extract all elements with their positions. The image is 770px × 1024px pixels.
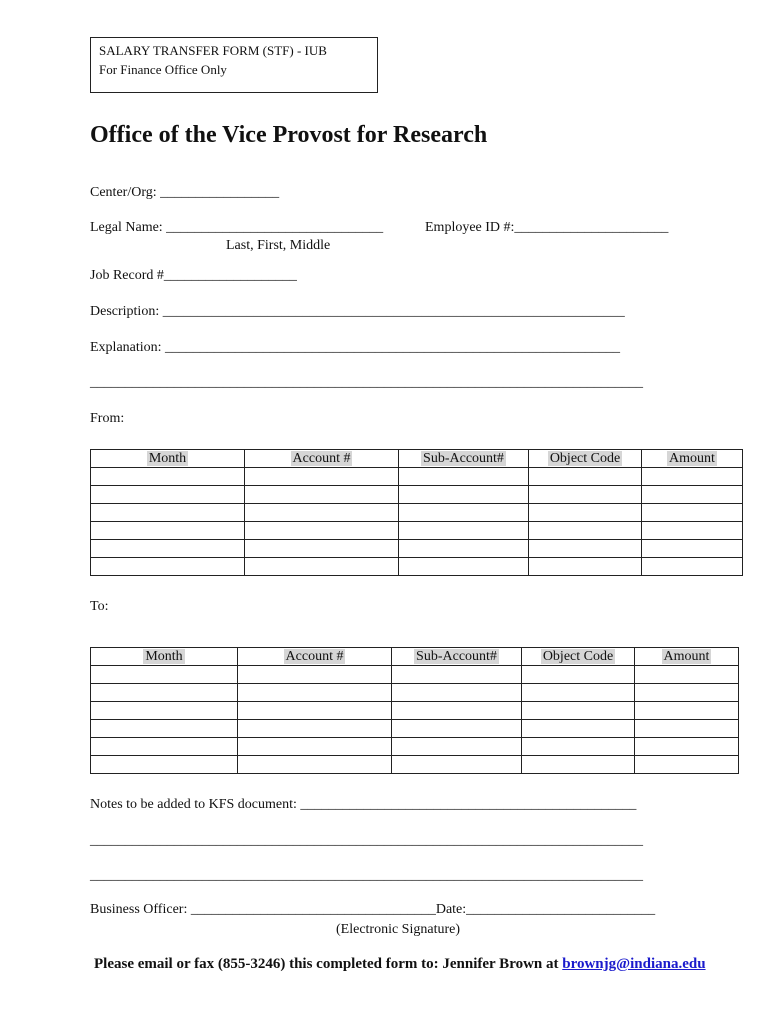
table-cell[interactable] [245,540,399,558]
table-cell[interactable] [91,522,245,540]
finance-office-note: For Finance Office Only [99,62,227,77]
table-cell[interactable] [399,486,529,504]
table-cell[interactable] [522,666,635,684]
column-header-sub-account: Sub-Account# [399,450,529,468]
table-cell[interactable] [529,540,642,558]
table-cell[interactable] [91,702,238,720]
table-cell[interactable] [635,666,739,684]
table-cell[interactable] [399,504,529,522]
table-row [91,738,739,756]
table-cell[interactable] [91,468,245,486]
table-row [91,684,739,702]
column-header-object-code: Object Code [522,648,635,666]
table-cell[interactable] [245,468,399,486]
submission-instructions [94,956,706,973]
table-row [91,522,743,540]
table-cell[interactable] [529,486,642,504]
finance-office-box [90,37,378,93]
table-cell[interactable] [91,504,245,522]
table-cell[interactable] [522,684,635,702]
column-header-month: Month [91,450,245,468]
description-field[interactable]: Description: __________________________________________________________________ [90,304,625,319]
page-title: Office of the Vice Provost for Research [90,122,488,148]
table-cell[interactable] [91,666,238,684]
from-label: From: [90,411,125,426]
table-cell[interactable] [635,720,739,738]
table-cell[interactable] [642,540,743,558]
table-row [91,504,743,522]
column-header-object-code: Object Code [529,450,642,468]
table-row [91,558,743,576]
to-label: To: [90,599,109,614]
table-cell[interactable] [635,684,739,702]
table-cell[interactable] [399,522,529,540]
table-cell[interactable] [91,558,245,576]
table-row [91,756,739,774]
table-cell[interactable] [238,756,392,774]
table-cell[interactable] [238,702,392,720]
explanation-continued-line[interactable]: _______________________________________________________________________________ [90,375,643,390]
table-cell[interactable] [392,666,522,684]
form-id-label: SALARY TRANSFER FORM (STF) - IUB [99,43,327,58]
from-table-header [91,450,743,468]
column-header-account: Account # [238,648,392,666]
business-officer-signature-field[interactable]: Business Officer: ___________________________________Date:___________________________ [90,902,656,917]
column-header-amount: Amount [642,450,743,468]
table-cell[interactable] [635,702,739,720]
table-cell[interactable] [529,558,642,576]
table-cell[interactable] [91,684,238,702]
table-cell[interactable] [392,756,522,774]
table-cell[interactable] [642,468,743,486]
table-row [91,540,743,558]
table-cell[interactable] [399,540,529,558]
electronic-signature-note: (Electronic Signature) [336,922,461,937]
table-cell[interactable] [238,738,392,756]
to-table [90,647,739,774]
table-row [91,666,739,684]
legal-name-field[interactable]: Legal Name: _______________________________ [90,220,384,235]
table-cell[interactable] [245,486,399,504]
table-row [91,468,743,486]
table-cell[interactable] [522,756,635,774]
table-cell[interactable] [238,684,392,702]
table-cell[interactable] [642,558,743,576]
center-org-field[interactable]: Center/Org: _________________ [90,185,280,200]
table-cell[interactable] [399,558,529,576]
job-record-field[interactable]: Job Record #___________________ [90,268,297,283]
table-cell[interactable] [238,720,392,738]
table-cell[interactable] [238,666,392,684]
column-header-account: Account # [245,450,399,468]
column-header-month: Month [91,648,238,666]
from-table [90,449,743,576]
table-cell[interactable] [245,522,399,540]
table-cell[interactable] [642,504,743,522]
column-header-sub-account: Sub-Account# [392,648,522,666]
employee-id-field[interactable]: Employee ID #:______________________ [425,220,669,235]
table-cell[interactable] [399,468,529,486]
table-cell[interactable] [642,486,743,504]
explanation-field[interactable]: Explanation: _________________________________________________________________ [90,340,621,355]
table-cell[interactable] [522,720,635,738]
table-cell[interactable] [91,486,245,504]
table-cell[interactable] [529,504,642,522]
table-cell[interactable] [635,738,739,756]
table-row [91,720,739,738]
submission-text: Please email or fax (855-3246) this completed form to: Jennifer Brown at [94,956,563,972]
table-cell[interactable] [91,738,238,756]
table-cell[interactable] [91,720,238,738]
table-row [91,702,739,720]
table-cell[interactable] [245,558,399,576]
kfs-notes-field[interactable]: Notes to be added to KFS document: ________________________________________________ [90,797,637,812]
table-cell[interactable] [91,540,245,558]
table-cell[interactable] [635,756,739,774]
email-link[interactable]: brownjg@indiana.edu [562,956,706,972]
table-cell[interactable] [522,738,635,756]
kfs-notes-line-2[interactable]: _______________________________________________________________________________ [90,833,643,848]
column-header-amount: Amount [635,648,739,666]
table-cell[interactable] [91,756,238,774]
table-cell[interactable] [529,468,642,486]
table-cell[interactable] [392,702,522,720]
to-table-header [91,648,739,666]
table-cell[interactable] [642,522,743,540]
table-cell[interactable] [392,720,522,738]
table-cell[interactable] [522,702,635,720]
table-cell[interactable] [392,738,522,756]
table-row [91,486,743,504]
table-cell[interactable] [245,504,399,522]
table-cell[interactable] [529,522,642,540]
table-cell[interactable] [392,684,522,702]
legal-name-hint: Last, First, Middle [226,238,331,253]
kfs-notes-line-3[interactable]: _______________________________________________________________________________ [90,868,643,883]
